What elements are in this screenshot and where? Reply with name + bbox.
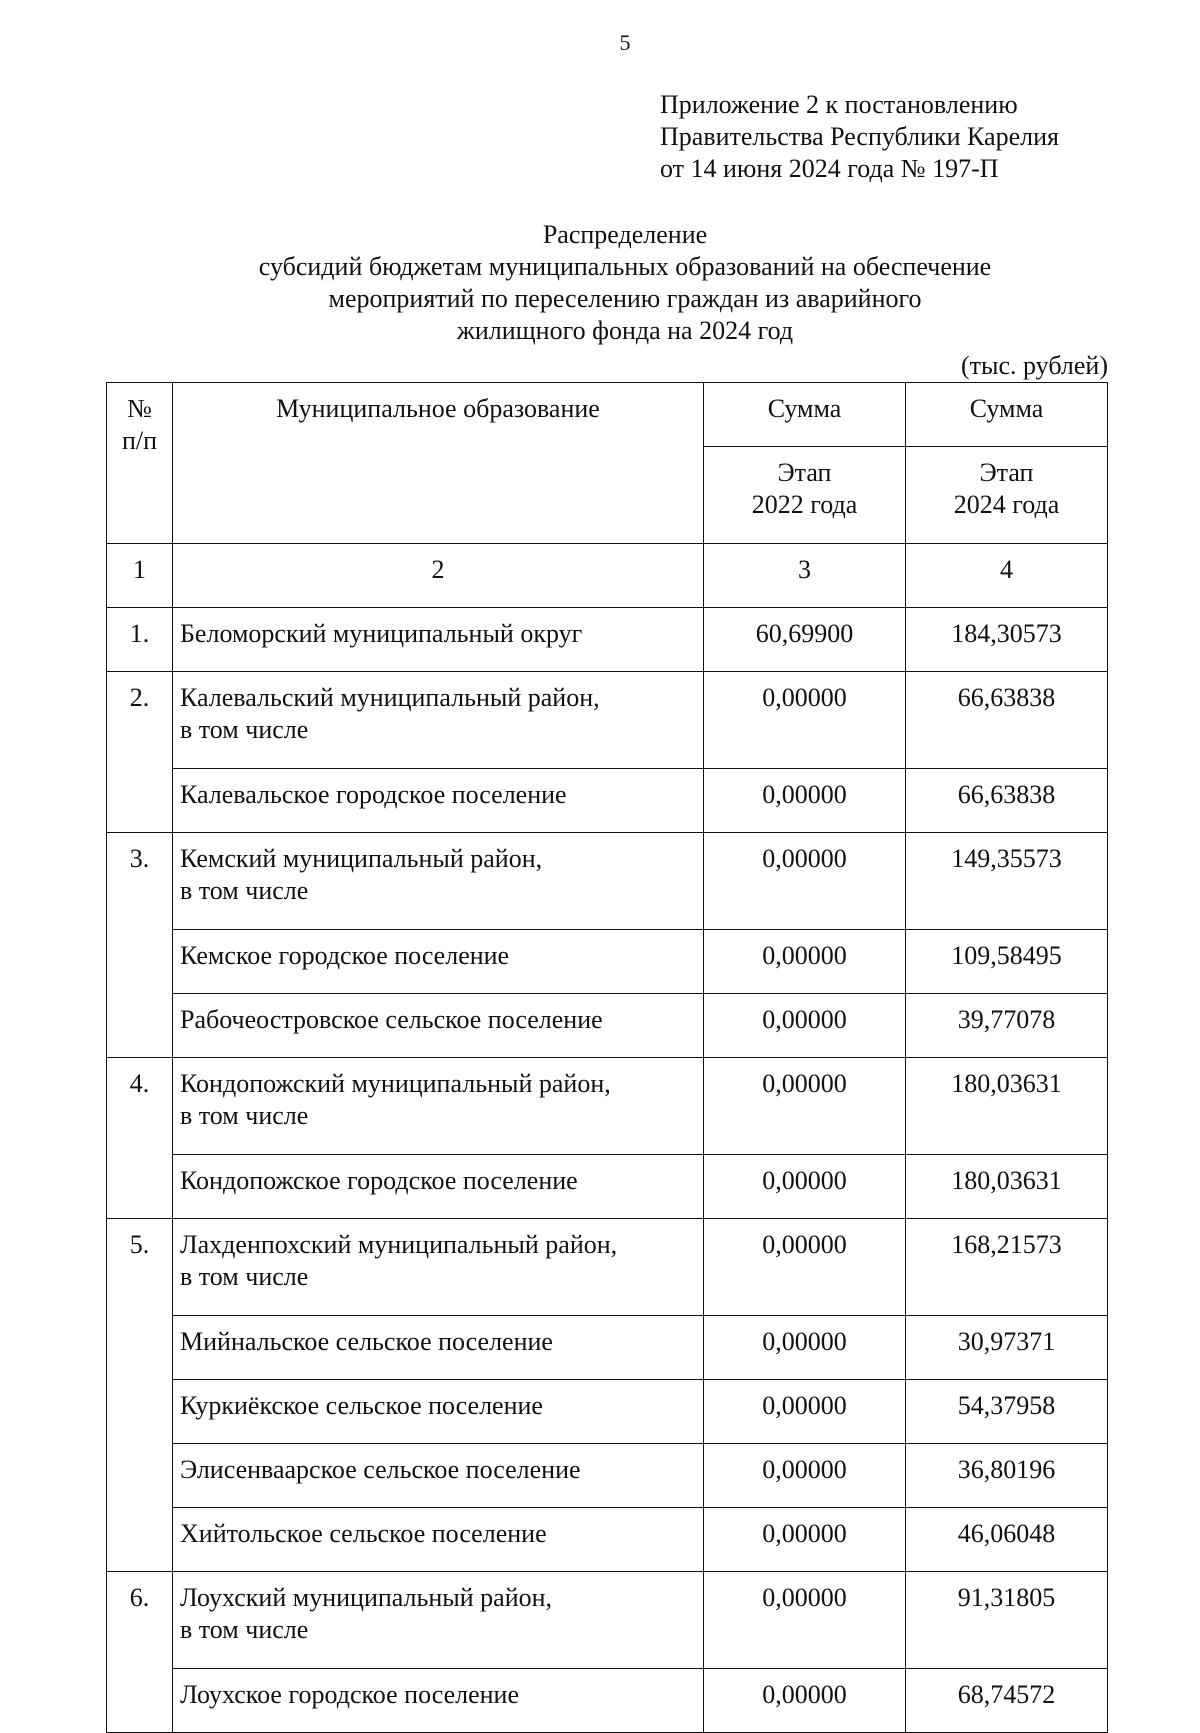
header-stage-2022: Этап 2022 года	[704, 447, 906, 544]
table-row	[107, 994, 1108, 1058]
row-sum-2022: 0,00000	[704, 1316, 906, 1380]
row-sum-2024: 180,03631	[906, 1155, 1108, 1219]
row-sum-2022: 0,00000	[704, 930, 906, 994]
units-label: (тыс. рублей)	[960, 351, 1108, 380]
table-row	[107, 833, 1108, 930]
row-sum-2022: 0,00000	[704, 1669, 906, 1733]
header-sum-a: Сумма	[704, 383, 906, 447]
table-row	[107, 1444, 1108, 1508]
row-municipality: Калевальское городское поселение	[173, 769, 704, 833]
row-sum-2024: 66,63838	[906, 672, 1108, 769]
title-line: Распределение	[542, 220, 708, 249]
row-municipality: Кондопожское городское поселение	[173, 1155, 704, 1219]
table-row	[107, 608, 1108, 672]
row-municipality: Беломорский муниципальный округ	[173, 608, 704, 672]
row-number: 3.	[107, 833, 173, 1058]
table-row	[107, 769, 1108, 833]
row-sum-2024: 54,37958	[906, 1380, 1108, 1444]
appendix-line: Правительства Республики Карелия	[660, 122, 1059, 151]
distribution-table	[106, 382, 1108, 1733]
row-sum-2024: 91,31805	[906, 1572, 1108, 1669]
row-number: 5.	[107, 1219, 173, 1572]
row-sum-2022: 0,00000	[704, 1444, 906, 1508]
row-sum-2022: 0,00000	[704, 833, 906, 930]
row-sum-2024: 184,30573	[906, 608, 1108, 672]
row-municipality: Кондопожский муниципальный район, в том числе	[173, 1058, 704, 1155]
header-number: № п/п	[107, 383, 173, 544]
row-municipality: Хийтольское сельское поселение	[173, 1508, 704, 1572]
title-line: мероприятий по переселению граждан из аварийного	[328, 284, 922, 313]
table-row	[107, 1572, 1108, 1669]
row-sum-2024: 36,80196	[906, 1444, 1108, 1508]
row-sum-2024: 109,58495	[906, 930, 1108, 994]
row-number: 1.	[107, 608, 173, 672]
row-sum-2024: 149,35573	[906, 833, 1108, 930]
header-stage-2024: Этап 2024 года	[906, 447, 1108, 544]
header-municipality: Муниципальное образование	[173, 383, 704, 544]
row-municipality: Лоухское городское поселение	[173, 1669, 704, 1733]
row-sum-2022: 0,00000	[704, 769, 906, 833]
row-sum-2022: 0,00000	[704, 1572, 906, 1669]
appendix-line: Приложение 2 к постановлению	[660, 90, 1018, 119]
row-municipality: Калевальский муниципальный район, в том числе	[173, 672, 704, 769]
row-sum-2024: 168,21573	[906, 1219, 1108, 1316]
row-sum-2024: 39,77078	[906, 994, 1108, 1058]
row-sum-2022: 0,00000	[704, 1219, 906, 1316]
row-municipality: Лахденпохский муниципальный район, в том числе	[173, 1219, 704, 1316]
appendix-line: от 14 июня 2024 года № 197-П	[660, 154, 999, 183]
page-number: 5	[619, 30, 631, 55]
table-header-row	[107, 383, 1108, 447]
table-row	[107, 1155, 1108, 1219]
row-sum-2022: 0,00000	[704, 672, 906, 769]
row-sum-2024: 46,06048	[906, 1508, 1108, 1572]
table-row	[107, 672, 1108, 769]
header-sum-b: Сумма	[906, 383, 1108, 447]
appendix-reference	[660, 89, 1059, 185]
column-index-row	[107, 544, 1108, 608]
column-index: 1	[107, 544, 173, 608]
row-sum-2024: 66,63838	[906, 769, 1108, 833]
row-sum-2022: 0,00000	[704, 1058, 906, 1155]
title-line: субсидий бюджетам муниципальных образований на обеспечение	[258, 252, 992, 281]
document-title	[0, 219, 1200, 347]
row-municipality: Элисенваарское сельское поселение	[173, 1444, 704, 1508]
row-sum-2024: 68,74572	[906, 1669, 1108, 1733]
row-sum-2024: 30,97371	[906, 1316, 1108, 1380]
title-line: жилищного фонда на 2024 год	[456, 316, 794, 345]
table-row	[107, 1058, 1108, 1155]
row-number: 4.	[107, 1058, 173, 1219]
row-municipality: Рабочеостровское сельское поселение	[173, 994, 704, 1058]
row-sum-2022: 0,00000	[704, 1380, 906, 1444]
row-number: 6.	[107, 1572, 173, 1733]
table-row	[107, 1316, 1108, 1380]
row-number: 2.	[107, 672, 173, 833]
table-row	[107, 1508, 1108, 1572]
row-municipality: Кемское городское поселение	[173, 930, 704, 994]
row-municipality: Лоухский муниципальный район, в том числе	[173, 1572, 704, 1669]
table-row	[107, 930, 1108, 994]
row-sum-2022: 0,00000	[704, 994, 906, 1058]
column-index: 4	[906, 544, 1108, 608]
row-sum-2022: 0,00000	[704, 1155, 906, 1219]
table-row	[107, 1669, 1108, 1733]
row-sum-2022: 0,00000	[704, 1508, 906, 1572]
row-municipality: Кемский муниципальный район, в том числе	[173, 833, 704, 930]
row-sum-2024: 180,03631	[906, 1058, 1108, 1155]
row-sum-2022: 60,69900	[704, 608, 906, 672]
table-row	[107, 1380, 1108, 1444]
row-municipality: Куркиёкское сельское поселение	[173, 1380, 704, 1444]
column-index: 3	[704, 544, 906, 608]
row-municipality: Мийнальское сельское поселение	[173, 1316, 704, 1380]
table-row	[107, 1219, 1108, 1316]
column-index: 2	[173, 544, 704, 608]
